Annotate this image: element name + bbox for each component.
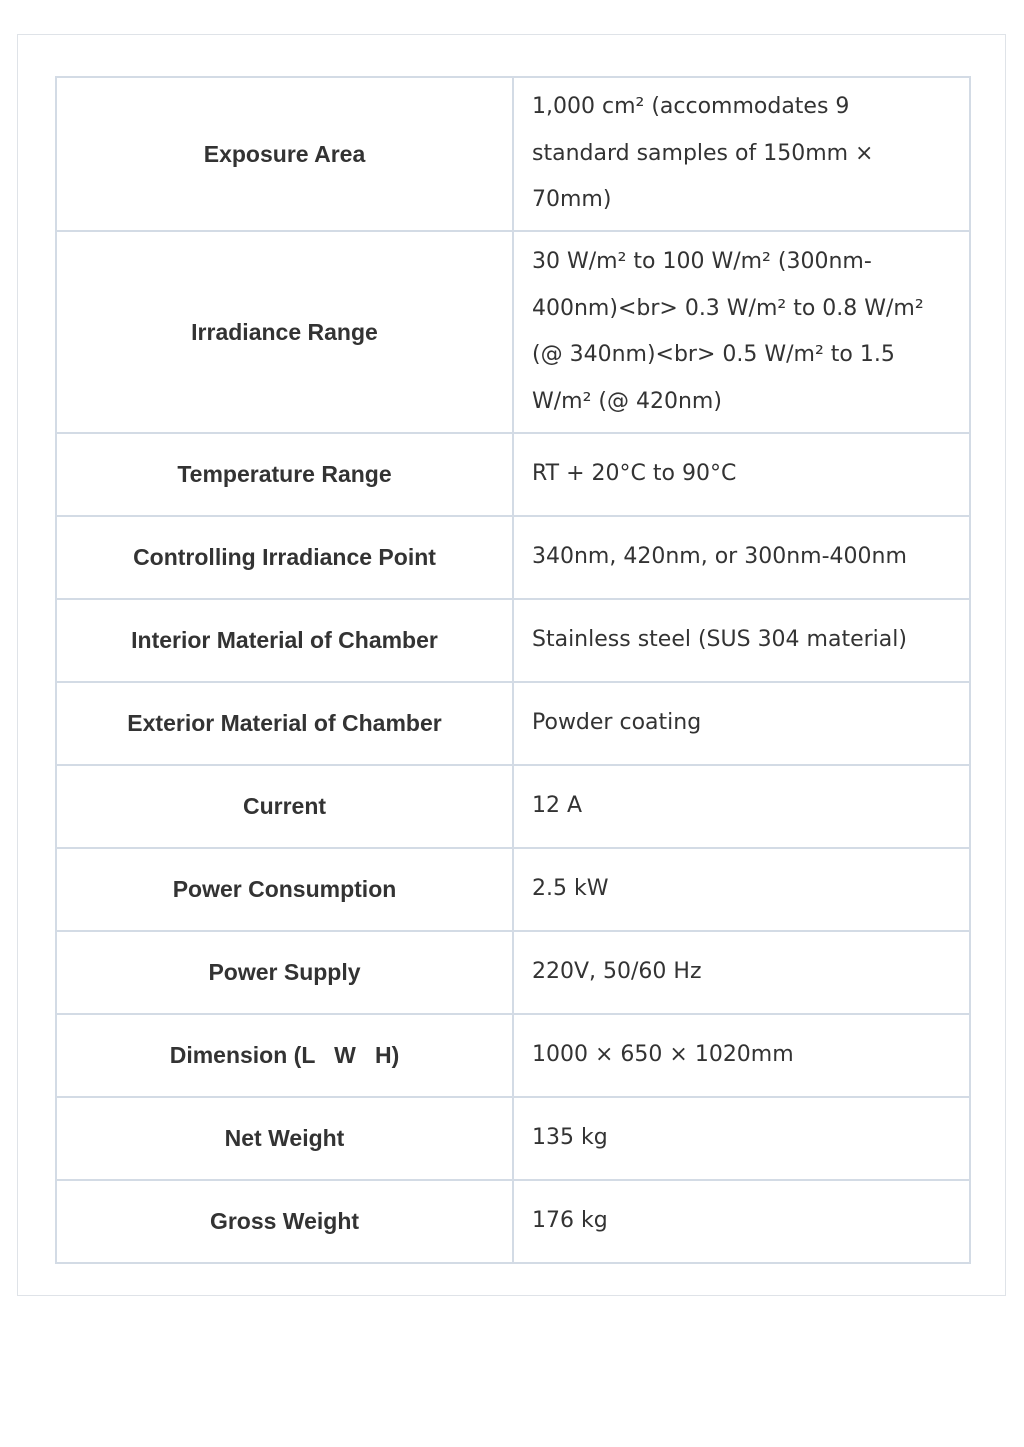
table-row bbox=[56, 516, 970, 599]
spec-label: Current bbox=[56, 765, 513, 848]
spec-label: Controlling Irradiance Point bbox=[56, 516, 513, 599]
spec-value: 12 A bbox=[513, 765, 970, 848]
spec-value: 30 W/m² to 100 W/m² (300nm-400nm)<br> 0.3 W/m² to 0.8 W/m² (@ 340nm)<br> 0.5 W/m² to 1.5 W/m² (@ 420nm) bbox=[513, 231, 970, 433]
spec-value: 1,000 cm² (accommodates 9 standard samples of 150mm × 70mm) bbox=[513, 77, 970, 231]
spec-label: Power Consumption bbox=[56, 848, 513, 931]
spec-value: 135 kg bbox=[513, 1097, 970, 1180]
spec-table bbox=[55, 76, 971, 1264]
spec-label: Exterior Material of Chamber bbox=[56, 682, 513, 765]
spec-label: Power Supply bbox=[56, 931, 513, 1014]
spec-value: Stainless steel (SUS 304 material) bbox=[513, 599, 970, 682]
table-row bbox=[56, 231, 970, 433]
table-row bbox=[56, 77, 970, 231]
spec-value: 220V, 50/60 Hz bbox=[513, 931, 970, 1014]
table-row bbox=[56, 931, 970, 1014]
spec-value: 340nm, 420nm, or 300nm-400nm bbox=[513, 516, 970, 599]
table-row bbox=[56, 1097, 970, 1180]
spec-value: 2.5 kW bbox=[513, 848, 970, 931]
table-row bbox=[56, 765, 970, 848]
spec-value: 176 kg bbox=[513, 1180, 970, 1263]
table-row bbox=[56, 682, 970, 765]
spec-label: Irradiance Range bbox=[56, 231, 513, 433]
table-row bbox=[56, 848, 970, 931]
spec-value: Powder coating bbox=[513, 682, 970, 765]
spec-label: Net Weight bbox=[56, 1097, 513, 1180]
spec-value: RT + 20°C to 90°C bbox=[513, 433, 970, 516]
table-row bbox=[56, 1014, 970, 1097]
spec-label: Gross Weight bbox=[56, 1180, 513, 1263]
spec-label: Dimension (L W H) bbox=[56, 1014, 513, 1097]
table-row bbox=[56, 1180, 970, 1263]
table-row bbox=[56, 599, 970, 682]
spec-label: Interior Material of Chamber bbox=[56, 599, 513, 682]
spec-value: 1000 × 650 × 1020mm bbox=[513, 1014, 970, 1097]
spec-label: Temperature Range bbox=[56, 433, 513, 516]
page-frame bbox=[17, 34, 1006, 1296]
spec-label: Exposure Area bbox=[56, 77, 513, 231]
table-row bbox=[56, 433, 970, 516]
